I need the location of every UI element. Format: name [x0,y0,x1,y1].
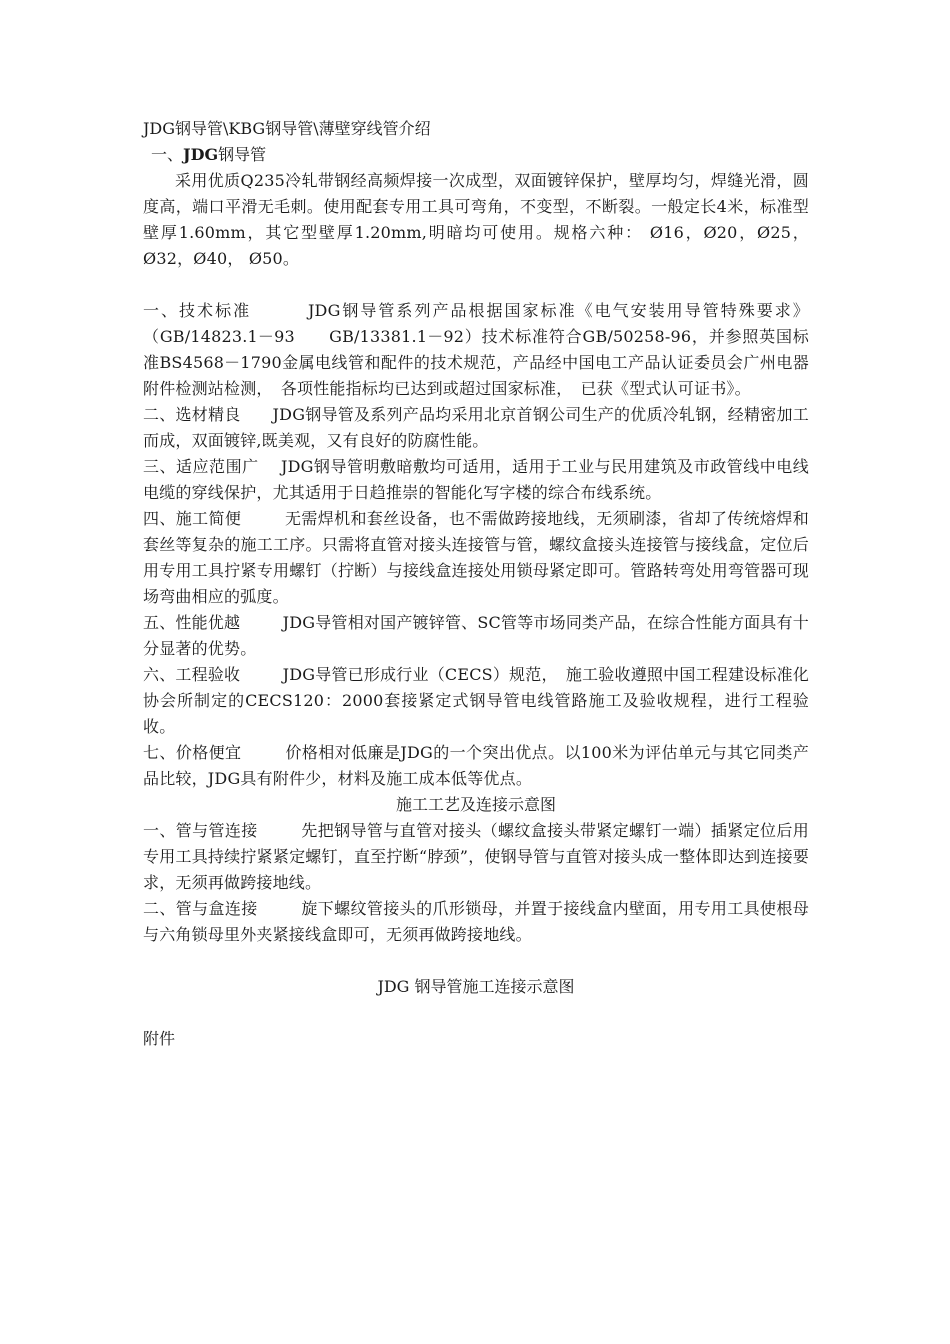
section-label: 三、适应范围广 [143,457,259,476]
spacer [143,1000,809,1026]
section-paragraph [143,298,809,402]
process-text: 先把钢导管与直管对接头（螺纹盒接头带紧定螺钉一端）插紧定位后用专用工具持续拧紧紧定螺钉，直至拧断“脖颈”，使钢导管与直管对接头成一整体即达到连接要求，无须再做跨接地线。 [143,821,810,892]
section-label: 一、技术标准 [143,301,252,320]
section-text: JDG钢导管及系列产品均采用北京首钢公司生产的优质冷轧钢，经精密加工而成，双面镀锌,既美观，又有良好的防腐性能。 [143,405,809,450]
process-label: 二、管与盒连接 [143,899,258,918]
process-paragraph [143,896,809,948]
process-title: 施工工艺及连接示意图 [395,795,556,814]
section-label: 七、价格便宜 [143,743,242,762]
spacer [143,272,809,298]
section-text: JDG钢导管系列产品根据国家标准《电气安装用导管特殊要求》（GB/14823.1－93 GB/13381.1－92）技术标准符合GB/50258-96，并参照英国标准BS4568－1790金属电线管和配件的技术规范，产品经中国电工产品认证委员会广州电器附件检测站检测， 各项性能指标均已达到或超过国家标准， 已获《型式认可证书》。 [143,301,809,398]
section-text: JDG导管已形成行业（CECS）规范， 施工验收遵照中国工程建设标准化协会所制定的CECS120：2000套接紧定式钢导管电线管路施工及验收规程，进行工程验收。 [143,665,809,736]
section-label: 二、选材精良 [143,405,241,424]
diagram-caption: JDG 钢导管施工连接示意图 [377,977,575,996]
document-body [143,116,809,1052]
spacer [143,948,809,974]
section-label: 六、工程验收 [143,665,241,684]
section-label: 四、施工简便 [143,509,242,528]
document-title: JDG钢导管\KBG钢导管\薄壁穿线管介绍 [143,119,431,138]
heading-bold: JDG [183,145,219,164]
process-text: 旋下螺纹管接头的爪形锁母，并置于接线盒内壁面，用专用工具使根母与六角锁母里外夹紧接线盒即可，无须再做跨接地线。 [143,899,810,944]
section-paragraph [143,506,809,610]
section-paragraph [143,454,809,506]
section-label: 五、性能优越 [143,613,241,632]
process-label: 一、管与管连接 [143,821,258,840]
heading-suffix: 钢导管 [218,145,267,164]
section-text: 价格相对低廉是JDG的一个突出优点。以100米为评估单元与其它同类产品比较，JDG具有附件少，材料及施工成本低等优点。 [143,743,810,788]
section-paragraph [143,662,809,740]
heading-prefix: 一、 [151,145,184,164]
section-paragraph [143,740,809,792]
section-text: JDG导管相对国产镀锌管、SC管等市场同类产品，在综合性能方面具有十分显著的优势。 [143,613,809,658]
process-paragraph [143,818,809,896]
section-paragraph [143,610,809,662]
section-text: JDG钢导管明敷暗敷均可适用，适用于工业与民用建筑及市政管线中电线电缆的穿线保护，尤其适用于日趋推崇的智能化写字楼的综合布线系统。 [143,457,809,502]
section-heading [143,142,809,168]
attachment-label: 附件 [143,1029,176,1048]
section-paragraph [143,402,809,454]
intro-paragraph: 采用优质Q235冷轧带钢经高频焊接一次成型，双面镀锌保护，壁厚均匀，焊缝光滑，圆度高，端口平滑无毛刺。使用配套专用工具可弯角，不变型，不断裂。一般定长4米，标准型壁厚1.60mm，其它型壁厚1.20mm,明暗均可使用。规格六种： Ø16，Ø20，Ø25，Ø32，Ø40， Ø50。 [143,171,809,268]
section-text: 无需焊机和套丝设备，也不需做跨接地线，无须刷漆，省却了传统熔焊和套丝等复杂的施工工序。只需将直管对接头连接管与管，螺纹盒接头连接管与接线盒，定位后用专用工具拧紧专用螺钉（拧断）与接线盒连接处用锁母紧定即可。管路转弯处用弯管器可现场弯曲相应的弧度。 [143,509,809,606]
